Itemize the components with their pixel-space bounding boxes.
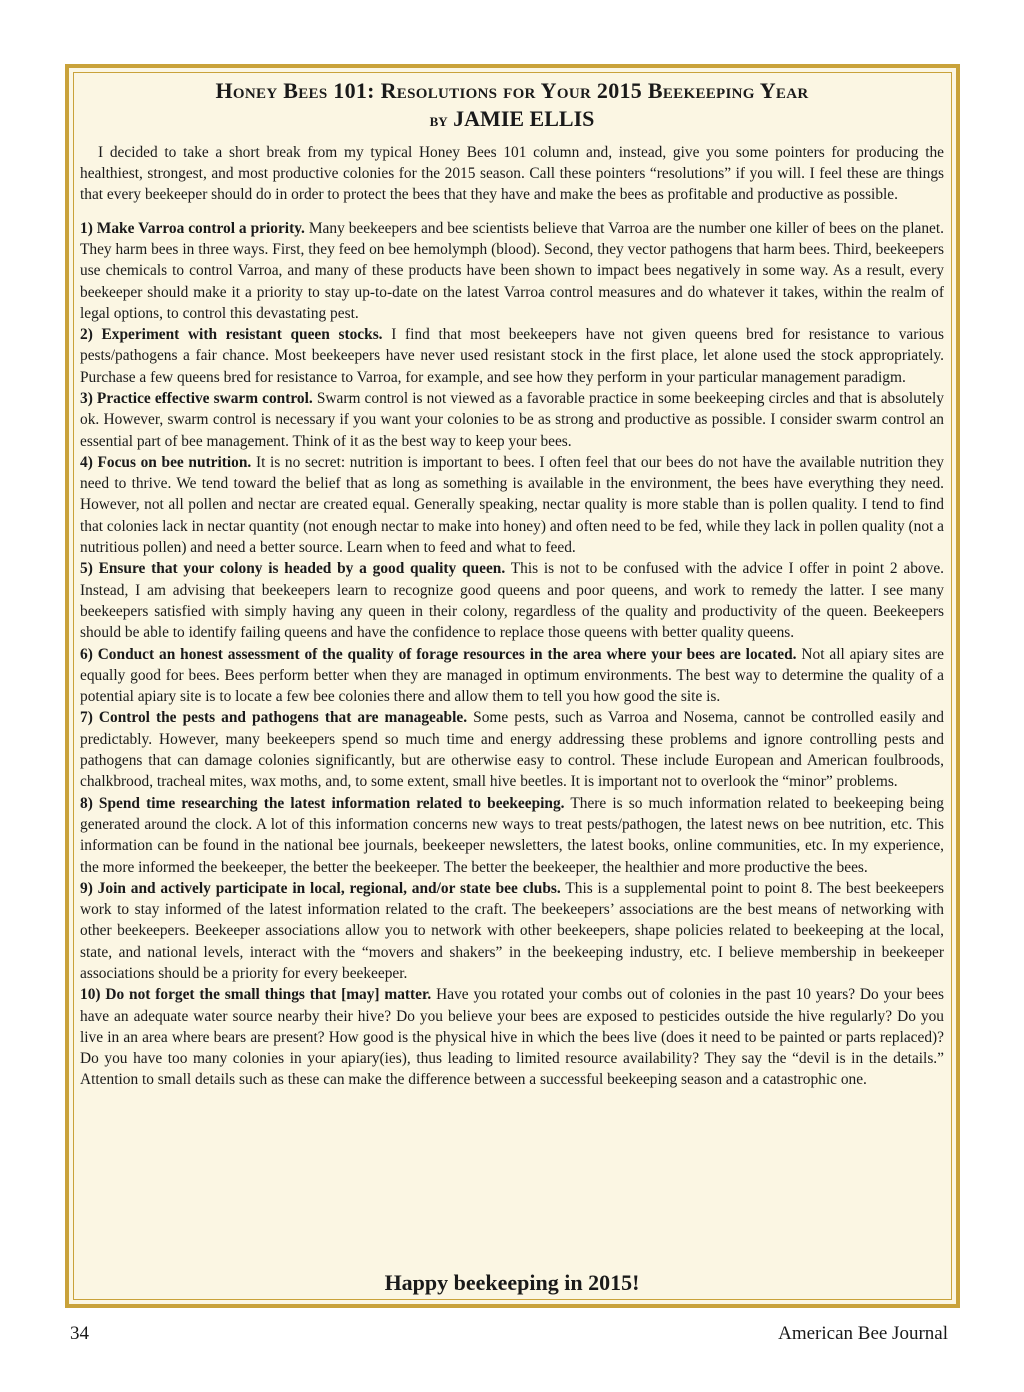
resolution-body: This is not to be confused with the advice I offer in point 2 above. Instead, I am advising that beekeepers learn to recognize good queens and poor queens, and work to remedy the latter. I see many beekeepers satisfied with simply having any queen in their colony, regardless of the quality and productivity of the queen. Beekeepers should be able to identify failing queens and have the confidence to replace those queens with better quality queens. (80, 560, 944, 642)
resolution-item (80, 324, 944, 388)
resolution-heading: 9) Join and actively participate in local, regional, and/or state bee clubs. (80, 879, 561, 897)
resolution-heading: 2) Experiment with resistant queen stocks. (80, 326, 383, 344)
resolution-body: This is a supplemental point to point 8. The best beekeepers work to stay informed of the latest information related to the craft. The beekeepers’ associations are the best means of networking with other beekeepers. Beekeeper associations allow you to network with other beekeepers, shape policies related to beekeeping at the local, state, and national levels, interact with the “movers and shakers” in the beekeeping industry, etc. I believe membership in beekeeper associations should be a priority for every beekeeper. (80, 879, 944, 982)
resolution-item (80, 707, 944, 792)
resolution-heading: 7) Control the pests and pathogens that are manageable. (80, 709, 468, 727)
resolution-item (80, 793, 944, 878)
resolution-heading: 6) Conduct an honest assessment of the quality of forage resources in the area where your bees are located. (80, 645, 797, 663)
resolution-body: Not all apiary sites are equally good for bees. Bees perform better when they are managed in optimum environments. The best way to determine the quality of a potential apiary site is to locate a few bee colonies there and allow them to tell you how good the site is. (80, 645, 944, 706)
resolution-item (80, 558, 944, 643)
resolution-heading: 5) Ensure that your colony is headed by a good quality queen. (80, 560, 506, 578)
byline-prefix: by (429, 110, 448, 131)
resolution-item (80, 452, 944, 558)
resolution-body: Some pests, such as Varroa and Nosema, cannot be controlled easily and predictably. However, many beekeepers spend so much time and energy addressing these problems and ignore controlling pests and pathogens that can damage colonies significantly, but are otherwise easy to control. These include European and American foulbroods, chalkbrood, tracheal mites, wax moths, and, to some extent, small hive beetles. It is important not to overlook the “minor” problems. (80, 709, 944, 791)
resolution-item (80, 388, 944, 452)
intro-paragraph: I decided to take a short break from my typical Honey Bees 101 column and, instead, give you some pointers for producing the healthiest, strongest, and most productive colonies for the 2015 season. Call these pointers “resolutions” if you will. I feel these are things that every beekeeper should do in order to protect the bees that they have and make the bees as profitable and productive as possible. (80, 144, 944, 204)
page-number: 34 (70, 1323, 89, 1344)
closing-line: Happy beekeeping in 2015! (384, 1270, 640, 1295)
author-name: JAMIE ELLIS (453, 106, 595, 131)
resolution-heading: 8) Spend time researching the latest information related to beekeeping. (80, 794, 565, 812)
resolutions-list (80, 218, 944, 1091)
resolution-heading: 1) Make Varroa control a priority. (80, 219, 305, 237)
resolution-heading: 10) Do not forget the small things that [may] matter. (80, 986, 432, 1004)
resolution-body: I find that most beekeepers have not given queens bred for resistance to various pests/pathogens a fair chance. Most beekeepers have never used resistant stock in the first place, let alone used the stock appropriately. Purchase a few queens bred for resistance to Varroa, for example, and see how they perform in your particular management paradigm. (80, 326, 944, 386)
resolution-heading: 3) Practice effective swarm control. (80, 389, 313, 407)
article-title: Honey Bees 101: Resolutions for Your 2015 Beekeeping Year (215, 78, 809, 103)
resolution-body: Many beekeepers and bee scientists believe that Varroa are the number one killer of bees on the planet. They harm bees in three ways. First, they feed on bee hemolymph (blood). Second, they vector pathogens that harm bees. Third, beekeepers use chemicals to control Varroa, and many of these products have been shown to impact bees negatively in some way. As a result, every beekeeper should make it a priority to stay up-to-date on the latest Varroa control measures and do whatever it takes, within the realm of legal options, to control this devastating pest. (80, 219, 944, 322)
resolution-body: Have you rotated your combs out of colonies in the past 10 years? Do your bees have an adequate water source nearby their hive? Do you believe your bees are exposed to pesticides outside the hive regularly? Do you live in an area where bears are present? How good is the physical hive in which the bees live (does it need to be painted or parts replaced)? Do you have too many colonies in your apiary(ies), thus leading to limited resource availability? They say the “devil is in the details.” Attention to small details such as these can make the difference between a successful beekeeping season and a catastrophic one. (80, 986, 944, 1089)
publication-name: American Bee Journal (778, 1323, 948, 1344)
resolution-item (80, 218, 944, 324)
article-content (80, 78, 944, 1091)
resolution-item (80, 878, 944, 984)
resolution-item (80, 984, 944, 1090)
resolution-body: There is so much information related to beekeeping being generated around the clock. A lot of this information concerns new ways to treat pests/pathogen, the latest news on bee nutrition, etc. This information can be found in the national bee journals, beekeeper newsletters, the latest books, online communities, etc. In my experience, the more informed the beekeeper, the better the beekeeper. The better the beekeeper, the healthier and more productive the bees. (80, 794, 944, 876)
resolution-body: Swarm control is not viewed as a favorable practice in some beekeeping circles and that is absolutely ok. However, swarm control is necessary if you want your colonies to be as strong and productive as possible. I consider swarm control an essential part of bee management. Think of it as the best way to keep your bees. (80, 389, 944, 450)
article-byline (80, 106, 944, 134)
resolution-body: It is no secret: nutrition is important to bees. I often feel that our bees do not have the available nutrition they need to thrive. We tend toward the belief that as long as something is available in the environment, the bees have everything they need. However, not all pollen and nectar are created equal. Generally speaking, nectar quality is more stable than is pollen quality. I tend to find that colonies lack in nectar quantity (not enough nectar to make into honey) and often need to be fed, while they lack in pollen quality (not a nutritious pollen) and need a better source. Learn when to feed and what to feed. (80, 453, 944, 557)
resolution-heading: 4) Focus on bee nutrition. (80, 453, 252, 471)
resolution-item (80, 644, 944, 708)
